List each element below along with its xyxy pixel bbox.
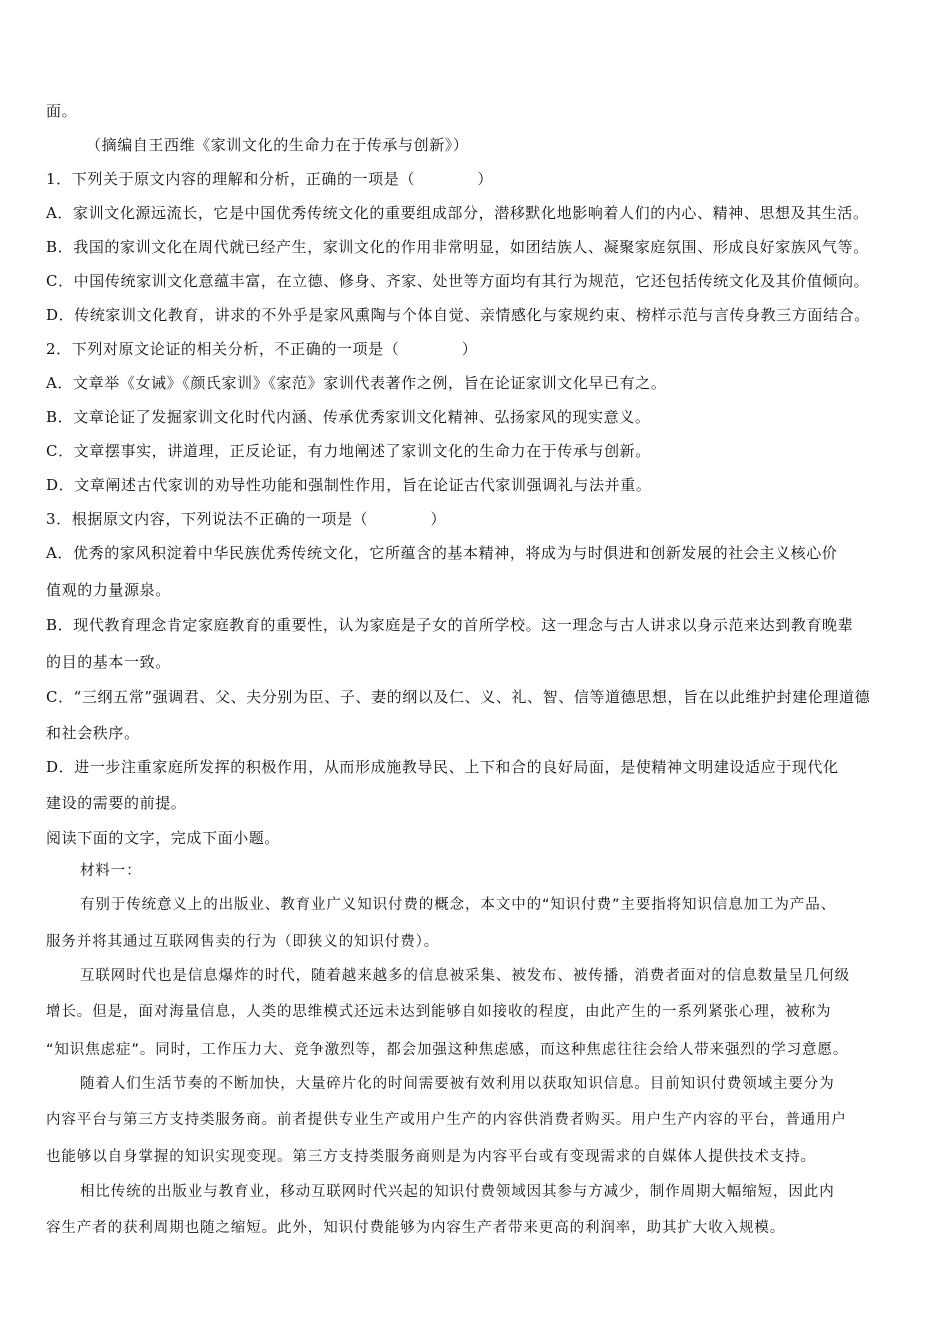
reading-instruction: 阅读下面的文字，完成下面小题。 — [46, 829, 281, 847]
question-2-stem: 2．下列对原文论证的相关分析，不正确的一项是（ ） — [46, 340, 478, 358]
question-1-stem: 1．下列关于原文内容的理解和分析，正确的一项是（ ） — [46, 170, 493, 188]
paragraph-line: 随着人们生活节奏的不断加快，大量碎片化的时间需要被有效利用以获取知识信息。目前知识付费领域主要分为 — [80, 1076, 835, 1092]
text-line: 面。 — [46, 102, 78, 120]
paragraph-line: “知识焦虑症”。同时，工作压力大、竞争激烈等，都会加强这种焦虑感，而这种焦虑往往会给人带来强烈的学习意愿。 — [46, 1042, 849, 1058]
q3-option-a: A．优秀的家风积淀着中华民族优秀传统文化，它所蕴含的基本精神，将成为与时俱进和创新发展的社会主义核心价 — [46, 544, 838, 562]
q3-option-d: D．进一步注重家庭所发挥的积极作用，从而形成施教导民、上下和合的良好局面，是使精神文明建设适应于现代化 — [46, 758, 839, 776]
q3-option-b: B．现代教育理念肯定家庭教育的重要性，认为家庭是子女的首所学校。这一理念与古人讲求以身示范来达到教育晚辈 — [46, 616, 854, 634]
paragraph-line: 服务并将其通过互联网售卖的行为（即狭义的知识付费）。 — [46, 934, 440, 950]
q1-option-a: A．家训文化源远流长，它是中国优秀传统文化的重要组成部分，潜移默化地影响着人们的内心、精神、思想及其生活。 — [46, 204, 869, 222]
question-3-stem: 3．根据原文内容，下列说法不正确的一项是（ ） — [46, 510, 447, 528]
q2-option-c: C．文章摆事实，讲道理，正反论证，有力地阐述了家训文化的生命力在于传承与创新。 — [46, 442, 651, 460]
q3-option-c-cont: 和社会秩序。 — [46, 724, 140, 742]
q2-option-b: B．文章论证了发掘家训文化时代内涵、传承优秀家训文化精神、弘扬家风的现实意义。 — [46, 408, 651, 426]
q1-option-b: B．我国的家训文化在周代就已经产生，家训文化的作用非常明显，如团结族人、凝聚家庭氛围、形成良好家族风气等。 — [46, 238, 869, 256]
q3-option-d-cont: 建设的需要的前提。 — [46, 794, 187, 812]
q2-option-d: D．文章阐述古代家训的劝导性功能和强制性作用，旨在论证古代家训强调礼与法并重。 — [46, 476, 652, 494]
paragraph-line: 有别于传统意义上的出版业、教育业广义知识付费的概念，本文中的“知识付费”主要指将知识信息加工为产品、 — [80, 897, 837, 913]
paragraph-line: 相比传统的出版业与教育业，移动互联网时代兴起的知识付费领域因其参与方减少，制作周期大幅缩短，因此内 — [80, 1184, 835, 1200]
q2-option-a: A．文章举《女诫》《颜氏家训》《家范》家训代表著作之例，旨在论证家训文化早已有之。 — [46, 374, 667, 392]
paragraph-line: 内容平台与第三方支持类服务商。前者提供专业生产或用户生产的内容供消费者购买。用户生产内容的平台，普通用户 — [46, 1112, 847, 1128]
paragraph-line: 也能够以自身掌握的知识实现变现。第三方支持类服务商则是为内容平台或有变现需求的自媒体人提供技术支持。 — [46, 1149, 816, 1165]
q3-option-c: C．“三纲五常”强调君、父、夫分别为臣、子、妻的纲以及仁、义、礼、智、信等道德思想，旨在以此维护封建伦理道德 — [46, 688, 871, 706]
material-heading: 材料一： — [80, 863, 142, 879]
source-citation: （摘编自王西维《家训文化的生命力在于传承与创新》） — [86, 136, 469, 154]
q1-option-d: D．传统家训文化教育，讲求的不外乎是家风熏陶与个体自觉、亲情感化与家规约束、榜样示范与言传身教三方面结合。 — [46, 306, 870, 324]
paragraph-line: 互联网时代也是信息爆炸的时代，随着越来越多的信息被采集、被发布、被传播，消费者面对的信息数量呈几何级 — [80, 968, 850, 984]
q3-option-b-cont: 的目的基本一致。 — [46, 653, 171, 671]
paragraph-line: 容生产者的获利周期也随之缩短。此外，知识付费能够为内容生产者带来更高的利润率，助其扩大收入规模。 — [46, 1220, 786, 1236]
q3-option-a-cont: 值观的力量源泉。 — [46, 581, 171, 599]
paragraph-line: 增长。但是，面对海量信息，人类的思维模式还远未达到能够自如接收的程度，由此产生的一系列紧张心理，被称为 — [46, 1004, 832, 1020]
q1-option-c: C．中国传统家训文化意蕴丰富，在立德、修身、齐家、处世等方面均有其行为规范，它还包括传统文化及其价值倾向。 — [46, 272, 870, 290]
